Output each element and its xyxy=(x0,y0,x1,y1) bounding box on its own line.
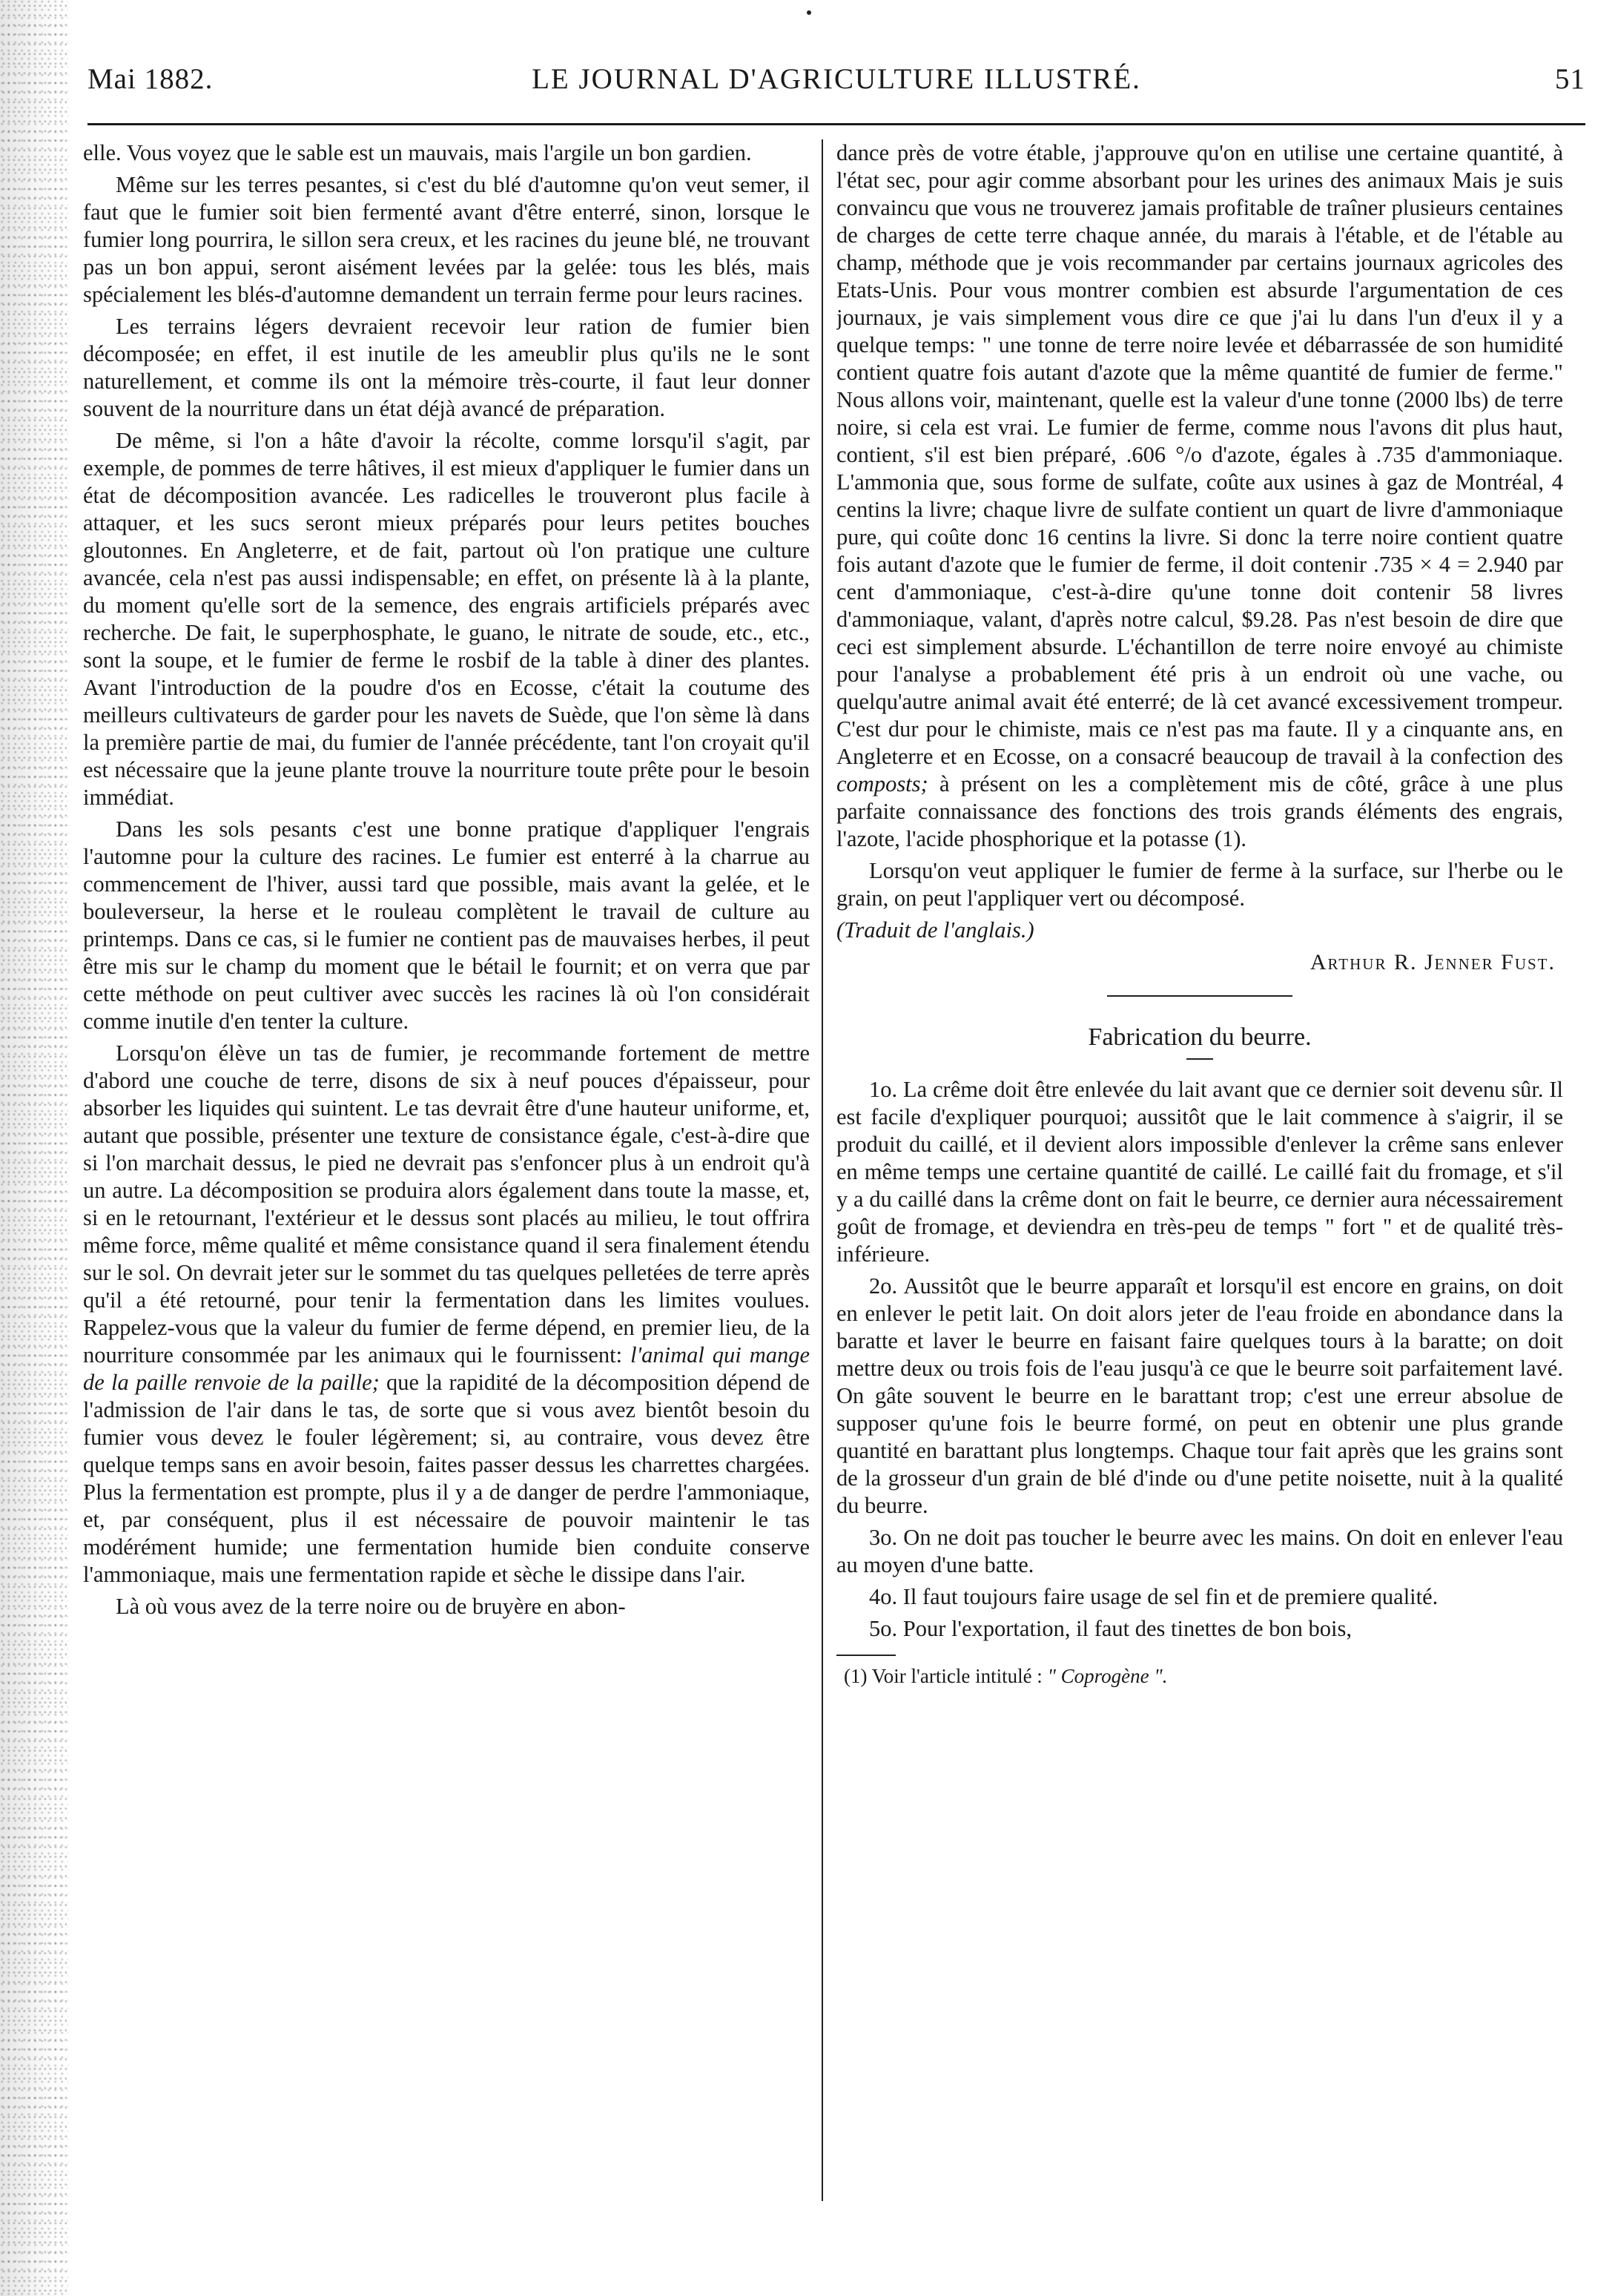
paragraph: Dans les sols pesants c'est une bonne pratique d'appliquer l'engrais l'automne pour la culture des racines. Le fumier est enterré à la charrue au commencement de l'hiver, aussi tard que possible, mais avant la gelée, et le bouleverseur, la herse et le rouleau complètent le travail de culture au printemps. Dans ce cas, si le fumier ne contient pas de mauvaises herbes, il peut être mis sur le champ du moment que le bétail le fournit; et on verra que par cette méthode on peut cultiver avec succès les racines là où l'on considérait comme inutile d'en tenter la culture. xyxy=(83,817,810,1034)
header-date: Mai 1882. xyxy=(87,63,214,95)
separator-rule xyxy=(1107,995,1292,997)
header-title: LE JOURNAL D'AGRICULTURE ILLUSTRÉ. xyxy=(532,63,1141,95)
paragraph: Même sur les terres pesantes, si c'est du blé d'automne qu'on veut semer, il faut que le fumier soit bien fermenté avant d'être enterré, sinon, lorsque le fumier long pourrira, le sillon sera creux, et les racines du jeune blé, ne trouvant pas un bon appui, seront aisément levées par la gelée: tous les blés, mais spécialement les blés-d'automne demandent un terrain ferme pour leurs racines. xyxy=(83,172,810,307)
scan-edge-shadow xyxy=(0,0,68,2296)
footnote-text: (1) Voir l'article intitulé : xyxy=(844,1665,1043,1687)
left-column xyxy=(83,139,810,2260)
page-number: 51 xyxy=(1555,63,1585,95)
footnote-rule xyxy=(836,1655,896,1656)
section-title: Fabrication du beurre. xyxy=(1088,1023,1312,1051)
numbered-item: 1o. La crême doit être enlevée du lait avant que ce dernier soit devenu sûr. Il est facile d'expliquer pourquoi; aussitôt que le lait commence à s'aigrir, il se produit du caillé, et il devient alors impossible d'enlever la crême sans enlever en même temps une certaine quantité de caillé. Le caillé fait du fromage, et s'il y a du caillé dans la crême dont on fait le beurre, ce dernier aura nécessairement goût de fromage, et deviendra en très-peu de temps " fort " et de qualité très-inférieure. xyxy=(836,1077,1563,1267)
paragraph-text: à présent on les a complètement mis de côté, grâce à une plus parfaite connaissance des fonctions des trois grands éléments des engrais, l'azote, l'acide phosphorique et la potasse (1). xyxy=(836,771,1563,851)
title-rule xyxy=(1186,1058,1213,1060)
translation-note-text: (Traduit de l'anglais.) xyxy=(836,917,1034,943)
column-divider xyxy=(822,139,823,2201)
paragraph: elle. Vous voyez que le sable est un mauvais, mais l'argile un bon gardien. xyxy=(83,140,752,165)
numbered-item: 4o. Il faut toujours faire usage de sel fin et de premiere qualité. xyxy=(869,1584,1439,1609)
italic-word: composts; xyxy=(836,771,928,796)
paragraph-with-italic xyxy=(836,139,1563,853)
footnote xyxy=(836,1663,1563,1689)
numbered-item: 3o. On ne doit pas toucher le beurre avec les mains. On doit en enlever l'eau au moyen d'une batte. xyxy=(836,1525,1563,1577)
paragraph-text: que la rapidité de la décomposition dépend de l'admission de l'air dans le tas, de sorte que si vous avez bientôt besoin du fumier vous devez le fouler légèrement; si, au contraire, vous devez être quelque temps sans en avoir besoin, faites passer dessus les charrettes chargées. Plus la fermentation est prompte, plus il y a de danger de perdre l'ammoniaque, et, par conséquent, plus il est nécessaire de pouvoir maintenir le tas modérément humide; une fermentation humide bien conduite conserve l'ammoniaque, mais une fermentation rapide et sèche le dissipe dans l'air. xyxy=(83,1370,810,1587)
numbered-item: 5o. Pour l'exportation, il faut des tinettes de bon bois, xyxy=(869,1616,1352,1641)
paragraph: Là où vous avez de la terre noire ou de bruyère en abon- xyxy=(116,1594,626,1619)
paragraph-text: dance près de votre étable, j'approuve qu'on en utilise une certaine quantité, à l'état sec, pour agir comme absorbant pour les urines des animaux Mais je suis convaincu que vous ne trouverez jamais profitable de traîner plusieurs centaines de charges de cette terre chaque année, du marais à l'étable, et de l'étable au champ, méthode que je vois recommander par certains journaux agricoles des Etats-Unis. Pour vous montrer combien est absurde l'argumentation de ces journaux, je vais simplement vous dire ce que j'ai lu dans l'un d'eux il y a quelque temps: " une tonne de terre noire levée et débarrassée de son humidité contient quatre fois autant d'azote que la même quantité de fumier de ferme." Nous allons voir, maintenant, quelle est la valeur d'une tonne (2000 lbs) de terre noire, si cela est vrai. Le fumier de ferme, comme nous l'avons dit plus haut, contient, s'il est bien préparé, .606 °/o d'azote, égales à .735 d'ammoniaque. L'ammonia que, sous forme de sulfate, coûte aux usines à gaz de Montréal, 4 centins la livre; chaque livre de sulfate contient un quart de livre d'ammoniaque pure, qui coûte donc 16 centins la livre. Si donc la terre noire contient quatre fois autant d'azote que le fumier de ferme, il doit contenir .735 × 4 = 2.940 par cent d'ammoniaque, c'est-à-dire qu'une tonne doit contenir 58 livres d'ammoniaque, valant, d'après notre calcul, $9.28. Pas n'est besoin de dire que ceci est simplement absurde. L'échantillon de terre noire envoyé au chimiste pour l'analyse a probablement été pris à un endroit où une vache, ou quelqu'autre animal avait été enterré; de là cet avancé excessivement trompeur. C'est dur pour le chimiste, mais ce n'est pas ma faute. Il y a cinquante ans, en Angleterre et en Ecosse, on a consacré beaucoup de travail à la confection des xyxy=(836,140,1563,769)
translation-note xyxy=(836,917,1563,944)
footnote-italic: " Coprogène ". xyxy=(1047,1665,1168,1687)
paragraph: Les terrains légers devraient recevoir leur ration de fumier bien décomposée; en effet, il est inutile de les ameublir plus qu'ils ne le sont naturellement, et comme ils ont la mémoire très-courte, il faut leur donner souvent de la nourriture dans un état déjà avancé de préparation. xyxy=(83,314,810,421)
page-header xyxy=(87,62,1585,107)
paragraph: Lorsqu'on veut appliquer le fumier de ferme à la surface, sur l'herbe ou le grain, on peut l'appliquer vert ou décomposé. xyxy=(836,858,1563,911)
numbered-item: 2o. Aussitôt que le beurre apparaît et lorsqu'il est encore en grains, on doit en enlever le petit lait. On doit alors jeter de l'eau froide en abondance dans la baratte et laver le beurre en faisant faire quelques tours à la baratte; on doit mettre deux ou trois fois de l'eau jusqu'à ce que le beurre soit parfaitement lavé. On gâte souvent le beurre en le barattant trop; c'est une erreur absolue de supposer qu'une fois le beurre formé, on peut en obtenir une plus grande quantité en barattant plus longtemps. Chaque tour fait après que les grains sont de la grosseur d'un grain de blé d'inde ou d'une petite noisette, nuit à la qualité du beurre. xyxy=(836,1273,1563,1518)
paragraph-text: Lorsqu'on élève un tas de fumier, je recommande fortement de mettre d'abord une couche de terre, disons de six à neuf pouces d'épaisseur, pour absorber les liquides qui suintent. Le tas devrait être d'une hauteur uniforme, et, autant que possible, présenter une texture de consistance égale, c'est-à-dire que si l'on marchait dessus, le pied ne devrait pas s'enfoncer plus à un endroit qu'à un autre. La décomposition se produira alors également dans toute la masse, et, si en le retournant, l'extérieur et le dessus sont placés au milieu, le tout offrira même force, même qualité et même consistance quand il sera finalement étendu sur le sol. On devrait jeter sur le sommet du tas quelques pelletées de terre après qu'il a été retourné, pour tenir la fermentation dans les limites voulues. Rappelez-vous que la valeur du fumier de ferme dépend, en premier lieu, de la nourriture consommée par les animaux qui le fournissent: xyxy=(83,1040,810,1368)
paragraph-with-italic xyxy=(83,1040,810,1589)
author-signature: Arthur R. Jenner Fust. xyxy=(1309,950,1556,974)
italic-phrase: l'animal qui mange de la paille renvoie de la paille; xyxy=(83,1342,810,1395)
header-rule xyxy=(87,123,1585,125)
ink-dot xyxy=(807,10,811,15)
right-column xyxy=(836,139,1563,2260)
paragraph: De même, si l'on a hâte d'avoir la récolte, comme lorsqu'il s'agit, par exemple, de pommes de terre hâtives, il est mieux d'appliquer le fumier dans un état de décomposition avancée. Les radicelles le trouveront plus facile à attaquer, et les sucs seront mieux préparés pour leurs petites bouches gloutonnes. En Angleterre, et de fait, partout où l'on pratique une culture avancée, cela n'est pas aussi indispensable; en effet, on présente là à la plante, du moment qu'elle sort de la semence, des engrais artificiels préparés avec recherche. De fait, le superphosphate, le guano, le nitrate de soude, etc., etc., sont la soupe, et le fumier de ferme le rosbif de la table à diner des plantes. Avant l'introduction de la poudre d'os en Ecosse, c'était la coutume des meilleurs cultivateurs de garder pour les navets de Suède, que l'on sème là dans la première partie de mai, du fumier de l'année précédente, tant l'on croyait qu'il est nécessaire que la jeune plante trouve la nourriture toute prête pour le besoin immédiat. xyxy=(83,428,810,810)
